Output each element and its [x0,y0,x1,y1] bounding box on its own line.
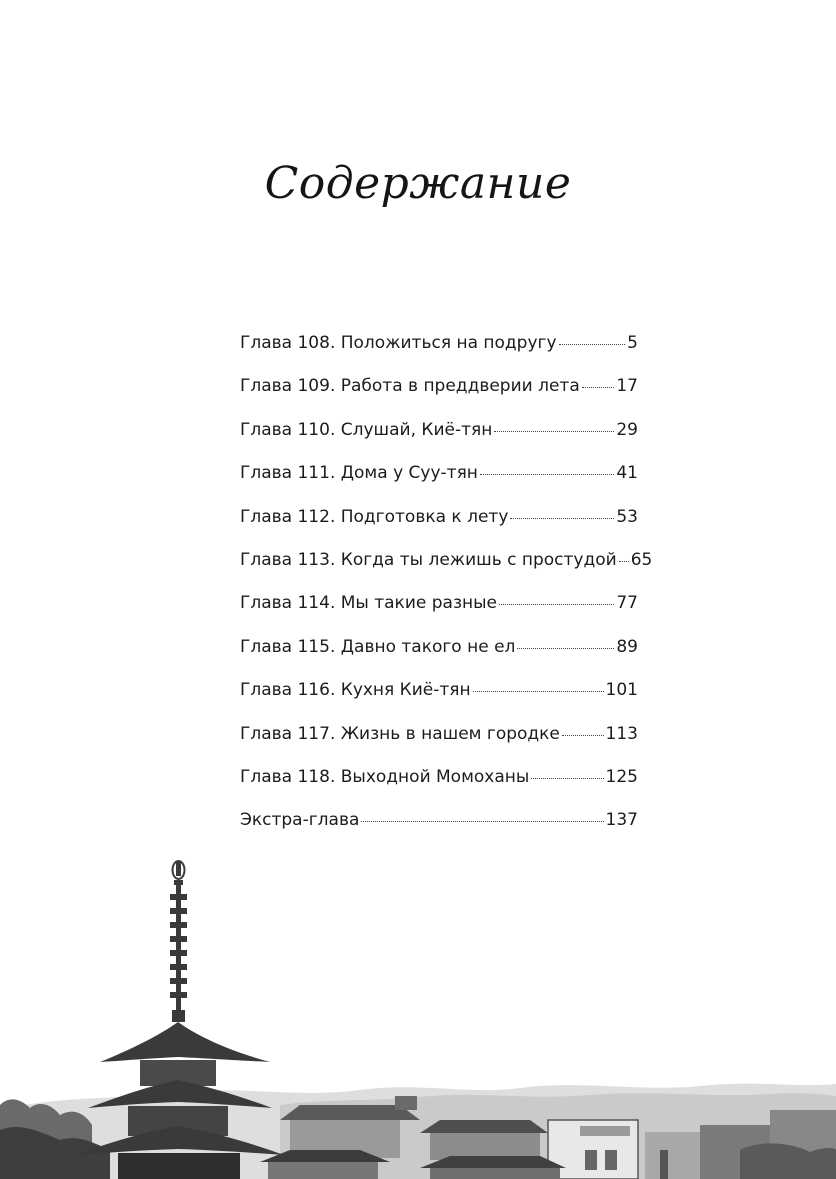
toc-entry-title: Глава 110. Слушай, Киё-тян [240,419,493,440]
toc-dot-leader [473,691,604,692]
toc-entry-page: 77 [616,593,638,614]
toc-entry-page: 101 [605,680,638,701]
toc-entry[interactable] [240,507,638,550]
toc-entry-title: Глава 114. Мы такие разные [240,593,497,614]
toc-dot-leader [582,387,615,388]
toc-entry-title: Глава 117. Жизнь в нашем городке [240,723,560,744]
toc-entry-title: Глава 113. Когда ты лежишь с простудой [240,549,617,570]
table-of-contents [240,333,653,854]
toc-entry-title: Глава 109. Работа в преддверии лета [240,376,580,397]
toc-entry-page: 29 [616,419,638,440]
toc-entry-title: Глава 115. Давно такого не ел [240,636,516,657]
toc-entry-page: 41 [616,463,638,484]
page-title: Содержание [264,158,572,209]
toc-entry-page: 65 [630,549,653,570]
toc-entry[interactable] [240,767,638,810]
toc-entry-page: 17 [616,376,638,397]
toc-entry[interactable] [240,593,638,636]
toc-dot-leader [517,648,614,649]
toc-entry-title: Экстра-глава [240,810,360,831]
toc-entry-page: 53 [616,506,638,527]
toc-entry[interactable] [240,810,638,853]
toc-entry[interactable] [240,376,638,419]
toc-entry-title: Глава 111. Дома у Суу-тян [240,463,478,484]
toc-dot-leader [480,474,614,475]
toc-entry-page: 113 [605,723,638,744]
toc-dot-leader [619,561,629,562]
toc-dot-leader [499,604,614,605]
toc-entry-page: 137 [605,810,638,831]
toc-dot-leader [562,735,604,736]
toc-entry-title: Глава 118. Выходной Момоханы [240,766,530,787]
toc-dot-leader [494,431,614,432]
toc-entry[interactable] [240,637,638,680]
toc-entry[interactable] [240,333,638,376]
toc-entry-page: 89 [616,636,638,657]
toc-entry-title: Глава 112. Подготовка к лету [240,506,509,527]
toc-entry-page: 125 [605,766,638,787]
toc-entry-page: 5 [627,333,638,353]
toc-entry-title: Глава 116. Кухня Киё-тян [240,680,471,701]
toc-entry[interactable] [240,420,638,463]
toc-dot-leader [361,821,603,822]
toc-dot-leader [510,518,614,519]
toc-entry[interactable] [240,549,653,593]
toc-dot-leader [531,778,603,779]
toc-dot-leader [559,344,626,345]
toc-entry-title: Глава 108. Положиться на подругу [240,333,557,353]
toc-entry[interactable] [240,463,638,506]
toc-entry[interactable] [240,724,638,767]
toc-entry[interactable] [240,680,638,723]
pagoda-townscape-illustration [0,850,836,1179]
